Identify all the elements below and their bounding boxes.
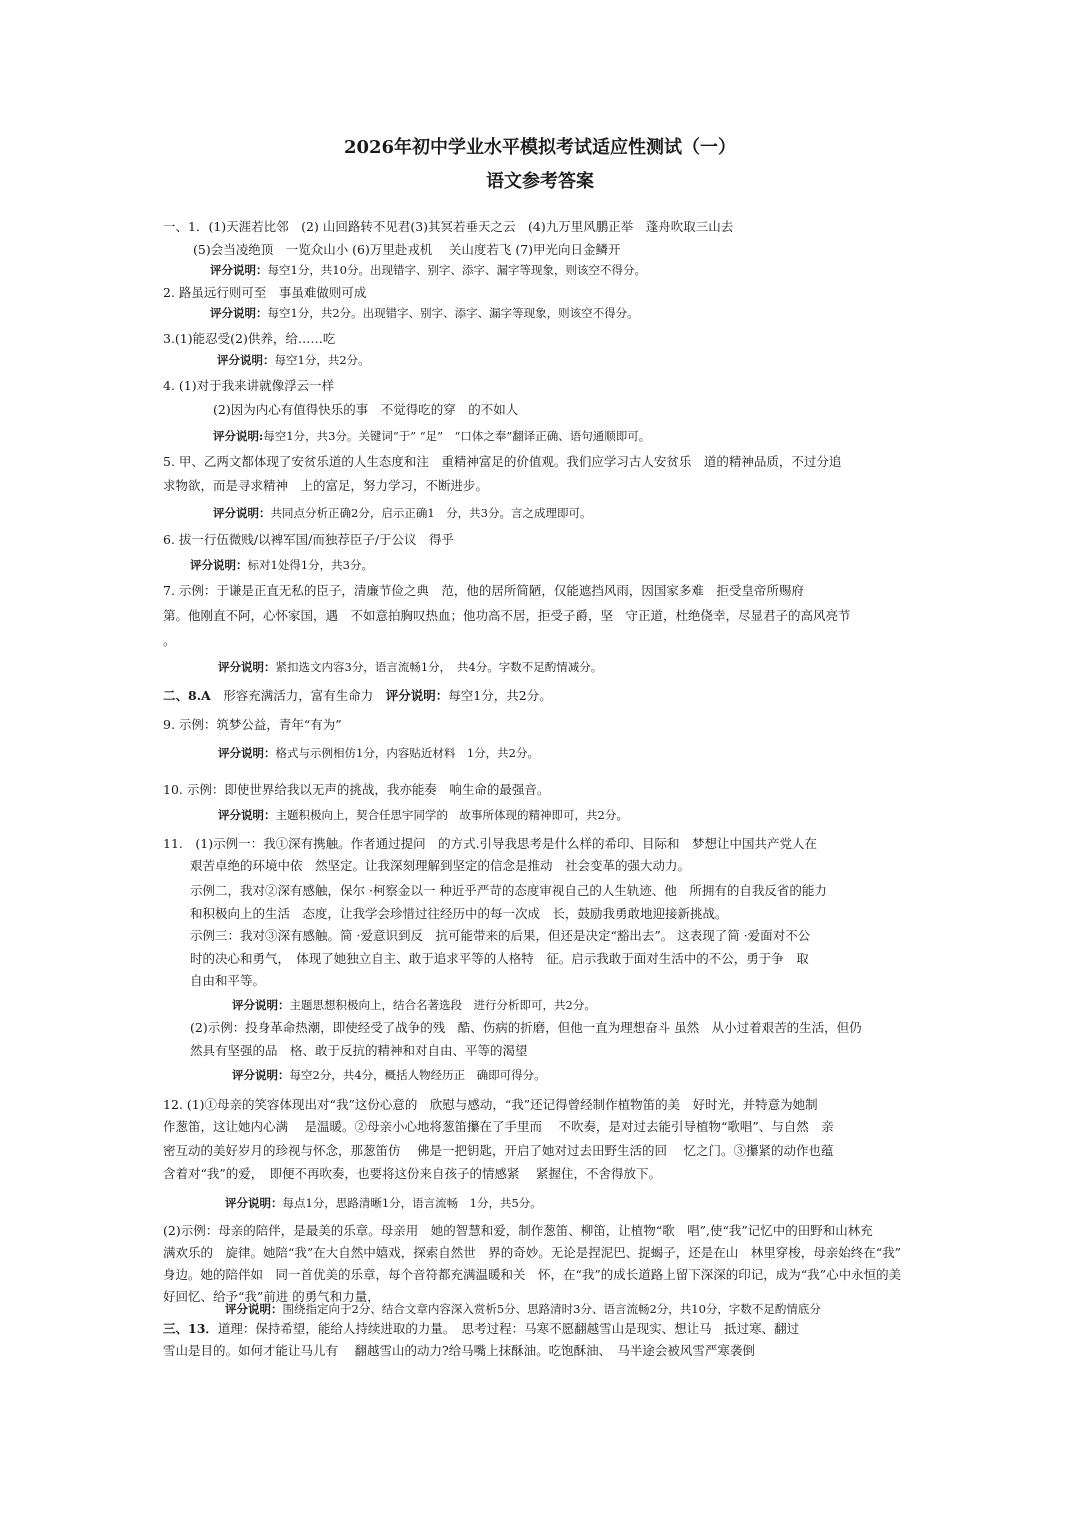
scoring-note-13 bbox=[225, 1301, 821, 1317]
scoring-text: 每空1分，共2分。 bbox=[274, 353, 370, 367]
answer-6: 6. 拔一行伍微贱/以裨军国/而独荐臣子/于公议 得乎 bbox=[163, 532, 455, 547]
answer-8 bbox=[163, 687, 552, 705]
answer-7-line-1: 7. 示例：于谦是正直无私的臣子，清廉节俭之典 范，他的居所简陋，仅能遮挡风雨，因国家多难 拒受皇帝所赐府 bbox=[163, 583, 804, 598]
scoring-text: 每空2分，共4分，概括人物经历正 确即可得分。 bbox=[289, 1068, 546, 1082]
section-number: 三、13． bbox=[163, 1321, 218, 1336]
answer-12-line-4: 含着对“我”的爱， 即便不再吹奏，也要将这份来自孩子的情感紧 紧握住，不舍得放下。 bbox=[163, 1166, 662, 1181]
scoring-label: 评分说明： bbox=[385, 688, 449, 703]
answer-5-line-1: 5. 甲、乙两文都体现了安贫乐道的人生态度和注 重精神富足的价值观。我们应学习古人安贫乐 道的精神品质，不过分追 bbox=[163, 454, 842, 469]
scoring-text: 每空1分，共3分。关键词“于” “足” “口体之奉”翻译正确、语句通顺即可。 bbox=[263, 429, 651, 443]
scoring-note-5 bbox=[213, 505, 591, 521]
scoring-label: 评分说明: bbox=[213, 429, 264, 443]
answer-11-part-2-line-1: (2)示例：投身革命热潮，即使经受了战争的残 酷、伤病的折磨，但他一直为理想奋斗 虽然 从小过着艰苦的生活，但仍 bbox=[190, 1020, 862, 1035]
document-title: 2026年初中学业水平模拟考试适应性测试（一） bbox=[343, 137, 737, 158]
scoring-label: 评分说明： bbox=[210, 263, 268, 277]
scoring-label: 评分说明： bbox=[190, 558, 248, 572]
scoring-text: 紧扣选文内容3分，语言流畅1分， 共4分。字数不足酌情减分。 bbox=[275, 660, 603, 674]
scoring-note-10 bbox=[232, 997, 596, 1013]
answer-12-part-2-line-1: (2)示例：母亲的陪伴，是最美的乐章。母亲用 她的智慧和爱，制作葱笛、柳笛，让植物“歌 唱”,使“我”记忆中的田野和山林充 bbox=[163, 1223, 873, 1238]
scoring-text: 每空1分，共2分。 bbox=[448, 688, 552, 703]
answer-11-line-5: 示例三：我对③深有感触。简 ·爱意识到反 抗可能带来的后果，但还是决定“豁出去”。 这表现了简 ·爱面对不公 bbox=[190, 928, 811, 943]
scoring-text: 格式与示例相仿1分，内容贴近材料 1分，共2分。 bbox=[275, 746, 539, 760]
scoring-label: 评分说明： bbox=[210, 306, 268, 320]
scoring-note-11 bbox=[232, 1067, 546, 1083]
scoring-note-2 bbox=[210, 305, 639, 321]
answer-4-line-1: 4. (1)对于我来讲就像浮云一样 bbox=[163, 378, 335, 393]
scoring-note-9 bbox=[218, 807, 628, 823]
scoring-label: 评分说明： bbox=[218, 808, 276, 822]
scoring-note-6 bbox=[190, 557, 373, 573]
answer-4-line-2: (2)因为内心有值得快乐的事 不觉得吃的穿 的不如人 bbox=[213, 402, 519, 417]
answer-12-part-2-line-2: 满欢乐的 旋律。她陪“我”在大自然中嬉戏，探索自然世 界的奇妙。无论是捏泥巴、捉蝎子，还是在山 林里穿梭，母亲始终在“我” bbox=[163, 1245, 902, 1260]
scoring-text: 主题思想积极向上，结合名著选段 进行分析即可，共2分。 bbox=[289, 998, 596, 1012]
answer-12-part-2-line-3: 身边。她的陪伴如 同一首优美的乐章，每个音符都充满温暖和关 怀，在“我”的成长道路上留下深深的印记，成为“我”心中永恒的美 bbox=[163, 1267, 902, 1282]
answer-11-line-2: 艰苦卓绝的环境中依 然坚定。让我深刻理解到坚定的信念是推动 社会变革的强大动力。 bbox=[190, 858, 691, 873]
scoring-label: 评分说明： bbox=[232, 998, 290, 1012]
scoring-note-4 bbox=[213, 428, 650, 444]
answer-12-line-3: 密互动的美好岁月的珍视与怀念，那葱笛仿 佛是一把钥匙，开启了她对过去田野生活的回 忆之门。③攥紧的动作也蕴 bbox=[163, 1143, 834, 1158]
scoring-text: 围绕指定向于2分、结合文章内容深入赏析5分、思路清时3分、语言流畅2分，共10分，字数不足酌情底分 bbox=[282, 1302, 821, 1316]
answer-1-line-2: (5)会当凌绝顶 一览众山小 (6)万里赴戎机 关山度若飞 (7)甲光向日金鳞开 bbox=[193, 242, 621, 257]
scoring-text: 主题积极向上，契合任思宇同学的 故事所体现的精神即可，共2分。 bbox=[275, 808, 628, 822]
answer-3: 3.(1)能忍受(2)供养，给……吃 bbox=[163, 331, 336, 346]
scoring-note-7 bbox=[218, 659, 602, 675]
answer-text: 形容充满活力，富有生命力 bbox=[210, 688, 374, 703]
scoring-label: 评分说明： bbox=[232, 1068, 290, 1082]
answer-7-line-2: 第。他刚直不阿，心怀家国，遇 不如意拍胸叹热血；他功高不居，拒受子爵，坚 守正道，杜绝侥幸，尽显君子的高风亮节 bbox=[163, 608, 851, 623]
answer-13-line-2: 雪山是目的。如何才能让马儿有 翻越雪山的动力?给马嘴上抹酥油。吃饱酥油、 马半途会被风雪严寒袭倒 bbox=[163, 1343, 755, 1358]
answer-text: 道理：保持希望，能给人持续进取的力量。 思考过程：马寒不愿翻越雪山是现实、想让马 抵过寒、翻过 bbox=[217, 1321, 800, 1336]
section-number: 二、8.A bbox=[163, 688, 211, 703]
answer-12-line-2: 作葱笛，这让她内心满 是温暖。②母亲小心地将葱笛攥在了手里而 不吹奏，是对过去能引导植物“歌唱”、与自然 亲 bbox=[163, 1119, 834, 1134]
document-subtitle: 语文参考答案 bbox=[486, 171, 594, 192]
scoring-text: 每点1分，思路清晰1分，语言流畅 1分，共5分。 bbox=[282, 1196, 542, 1210]
answer-1-line-1: 一、1．(1)天涯若比邻 (2) 山回路转不见君(3)其冥若垂天之云 (4)九万里风鹏正举 蓬舟吹取三山去 bbox=[163, 219, 734, 234]
answer-12-part-2-line-4: 好回忆、给予“我”前进 的勇气和力量， bbox=[163, 1289, 380, 1304]
scoring-text: 标对1处得1分，共3分。 bbox=[247, 558, 373, 572]
answer-11-line-1: 11. (1)示例一：我①深有携触。作者通过提问 的方式.引导我思考是什么样的希印、目际和 梦想让中国共产党人在 bbox=[163, 836, 818, 851]
scoring-label: 评分说明： bbox=[218, 746, 276, 760]
scoring-label: 评分说明： bbox=[217, 353, 275, 367]
answer-10: 10. 示例：即使世界给我以无声的挑战，我亦能奏 响生命的最强音。 bbox=[163, 782, 550, 797]
scoring-note-12 bbox=[225, 1195, 542, 1211]
answer-11-part-2-line-2: 然具有坚强的品 格、敢于反抗的精神和对自由、平等的渴望 bbox=[190, 1043, 528, 1058]
scoring-note-1 bbox=[210, 262, 646, 278]
answer-13-line-1 bbox=[163, 1320, 799, 1338]
answer-9: 9. 示例：筑梦公益，青年“有为” bbox=[163, 717, 342, 732]
answer-11-line-4: 和积极向上的生活 态度，让我学会珍惜过往经历中的每一次成 长，鼓励我勇敢地迎接新挑战。 bbox=[190, 906, 728, 921]
answer-11-line-3: 示例二，我对②深有感触，保尔 ·柯察金以一 种近乎严苛的态度审视自己的人生轨迹、他 所拥有的自我反省的能力 bbox=[190, 883, 827, 898]
scoring-text: 共同点分析正确2分，启示正确1 分，共3分。言之成理即可。 bbox=[270, 506, 592, 520]
answer-11-line-6: 时的决心和勇气， 体现了她独立自主、敢于追求平等的人格特 征。启示我敢于面对生活中的不公，勇于争 取 bbox=[190, 951, 809, 966]
answer-5-line-2: 求物欲，而是寻求精神 上的富足，努力学习，不断进步。 bbox=[163, 478, 489, 493]
answer-12-line-1: 12. (1)①母亲的笑容体现出对“我”这份心意的 欣慰与感动，“我”还记得曾经制作植物笛的美 好时光，并特意为她制 bbox=[163, 1097, 818, 1112]
answer-11-line-7: 自由和平等。 bbox=[190, 973, 266, 988]
scoring-note-3 bbox=[217, 352, 370, 368]
scoring-label: 评分说明： bbox=[225, 1302, 283, 1316]
scoring-label: 评分说明： bbox=[213, 506, 271, 520]
answer-2: 2. 路虽远行则可至 事虽难做则可成 bbox=[163, 285, 367, 300]
scoring-text: 每空1分，共10分。出现错字、别字、添字、漏字等现象，则该空不得分。 bbox=[267, 263, 646, 277]
scoring-note-8 bbox=[218, 745, 539, 761]
scoring-text: 每空1分，共2分。出现错字、别字、添字、漏字等现象，则该空不得分。 bbox=[267, 306, 639, 320]
answer-7-line-3: 。 bbox=[163, 633, 176, 648]
scoring-label: 评分说明： bbox=[225, 1196, 283, 1210]
scoring-label: 评分说明： bbox=[218, 660, 276, 674]
